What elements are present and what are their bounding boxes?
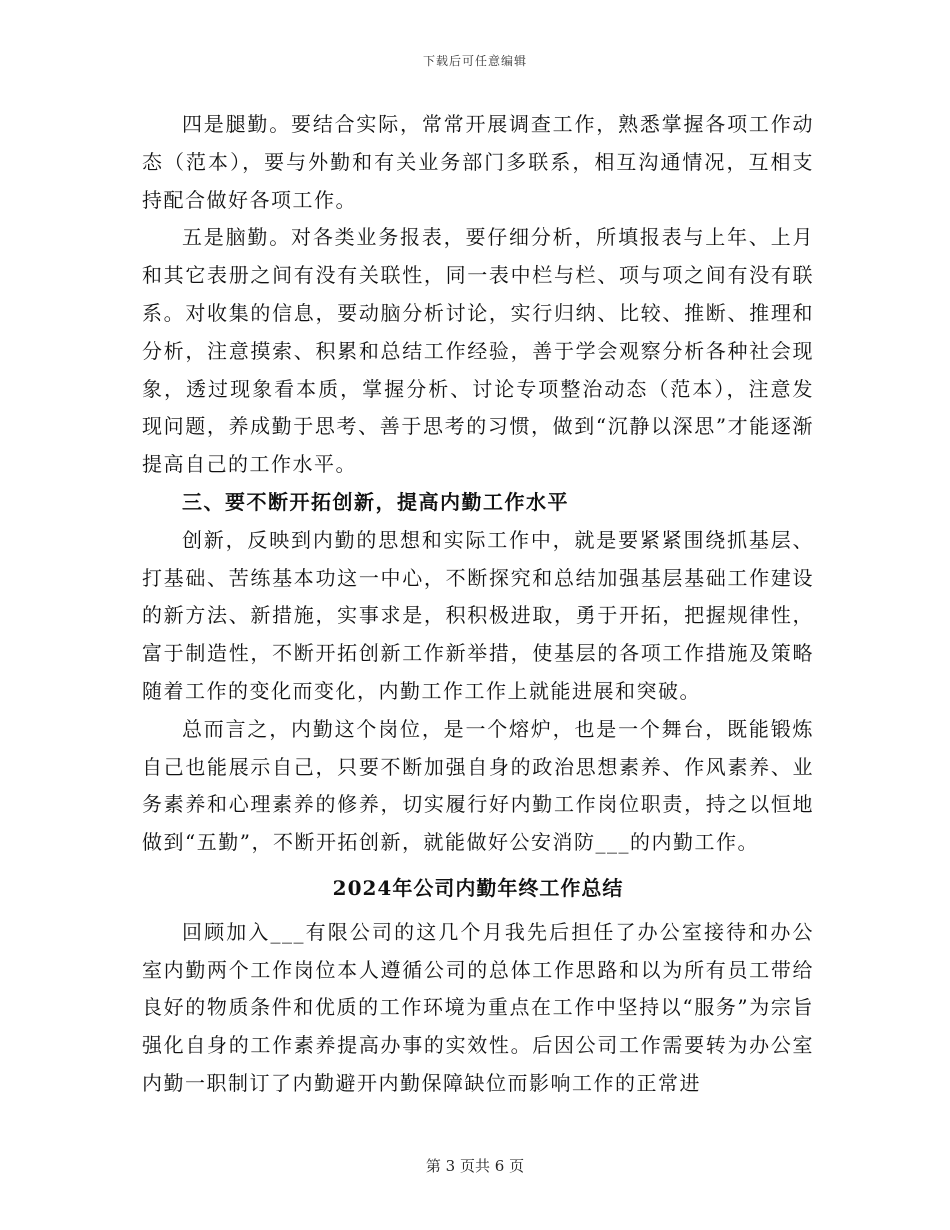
paragraph-brain-diligence: 五是脑勤。对各类业务报表，要仔细分析，所填报表与上年、上月和其它表册之间有没有关联性，同一表中栏与栏、项与项之间有没有联系。对收集的信息，要动脑分析讨论，实行归纳、比较、推断、推理和分析，注意摸索、积累和总结工作经验，善于学会观察分析各种社会现象，透过现象看本质，掌握分析、讨论专项整治动态（范本），注意发现问题，养成勤于思考、善于思考的习惯，做到“沉静以深思”才能逐渐提高自己的工作水平。 (142, 225, 814, 477)
document-title: 2024年公司内勤年终工作总结 (332, 875, 624, 900)
paragraph-innovation: 创新，反映到内勤的思想和实际工作中，就是要紧紧围绕抓基层、打基础、苦练基本功这一中心，不断探究和总结加强基层基础工作建设的新方法、新措施，实事求是，积积极进取，勇于开拓，把握规律性，富于制造性，不断开拓创新工作新举措，使基层的各项工作措施及策略随着工作的变化而变化，内勤工作工作上就能进展和突破。 (142, 527, 814, 703)
page-footer: 第 3 页共 6 页 (425, 1157, 525, 1175)
page-header: 下载后可任意编辑 (422, 54, 527, 68)
paragraph-leg-diligence: 四是腿勤。要结合实际，常常开展调查工作，熟悉掌握各项工作动态（范本），要与外勤和有关业务部门多联系，相互沟通情况，互相支持配合做好各项工作。 (142, 112, 814, 212)
paragraph-review: 回顾加入___有限公司的这几个月我先后担任了办公室接待和办公室内勤两个工作岗位本人遵循公司的总体工作思路和以为所有员工带给良好的物质条件和优质的工作环境为重点在工作中坚持以“服务”为宗旨强化自身的工作素养提高办事的实效性。后因公司工作需要转为办公室内勤一职制订了内勤避开内勤保障缺位而影响工作的正常进 (142, 919, 814, 1095)
document-body (142, 106, 814, 1103)
paragraph-conclusion: 总而言之，内勤这个岗位，是一个熔炉，也是一个舞台，既能锻炼自己也能展示自己，只要不断加强自身的政治思想素养、作风素养、业务素养和心理素养的修养，切实履行好内勤工作岗位职责，持之以恒地做到“五勤”，不断开拓创新，就能做好公安消防___的内勤工作。 (142, 716, 814, 855)
section-heading-innovation: 三、要不断开拓创新，提高内勤工作水平 (182, 489, 569, 514)
